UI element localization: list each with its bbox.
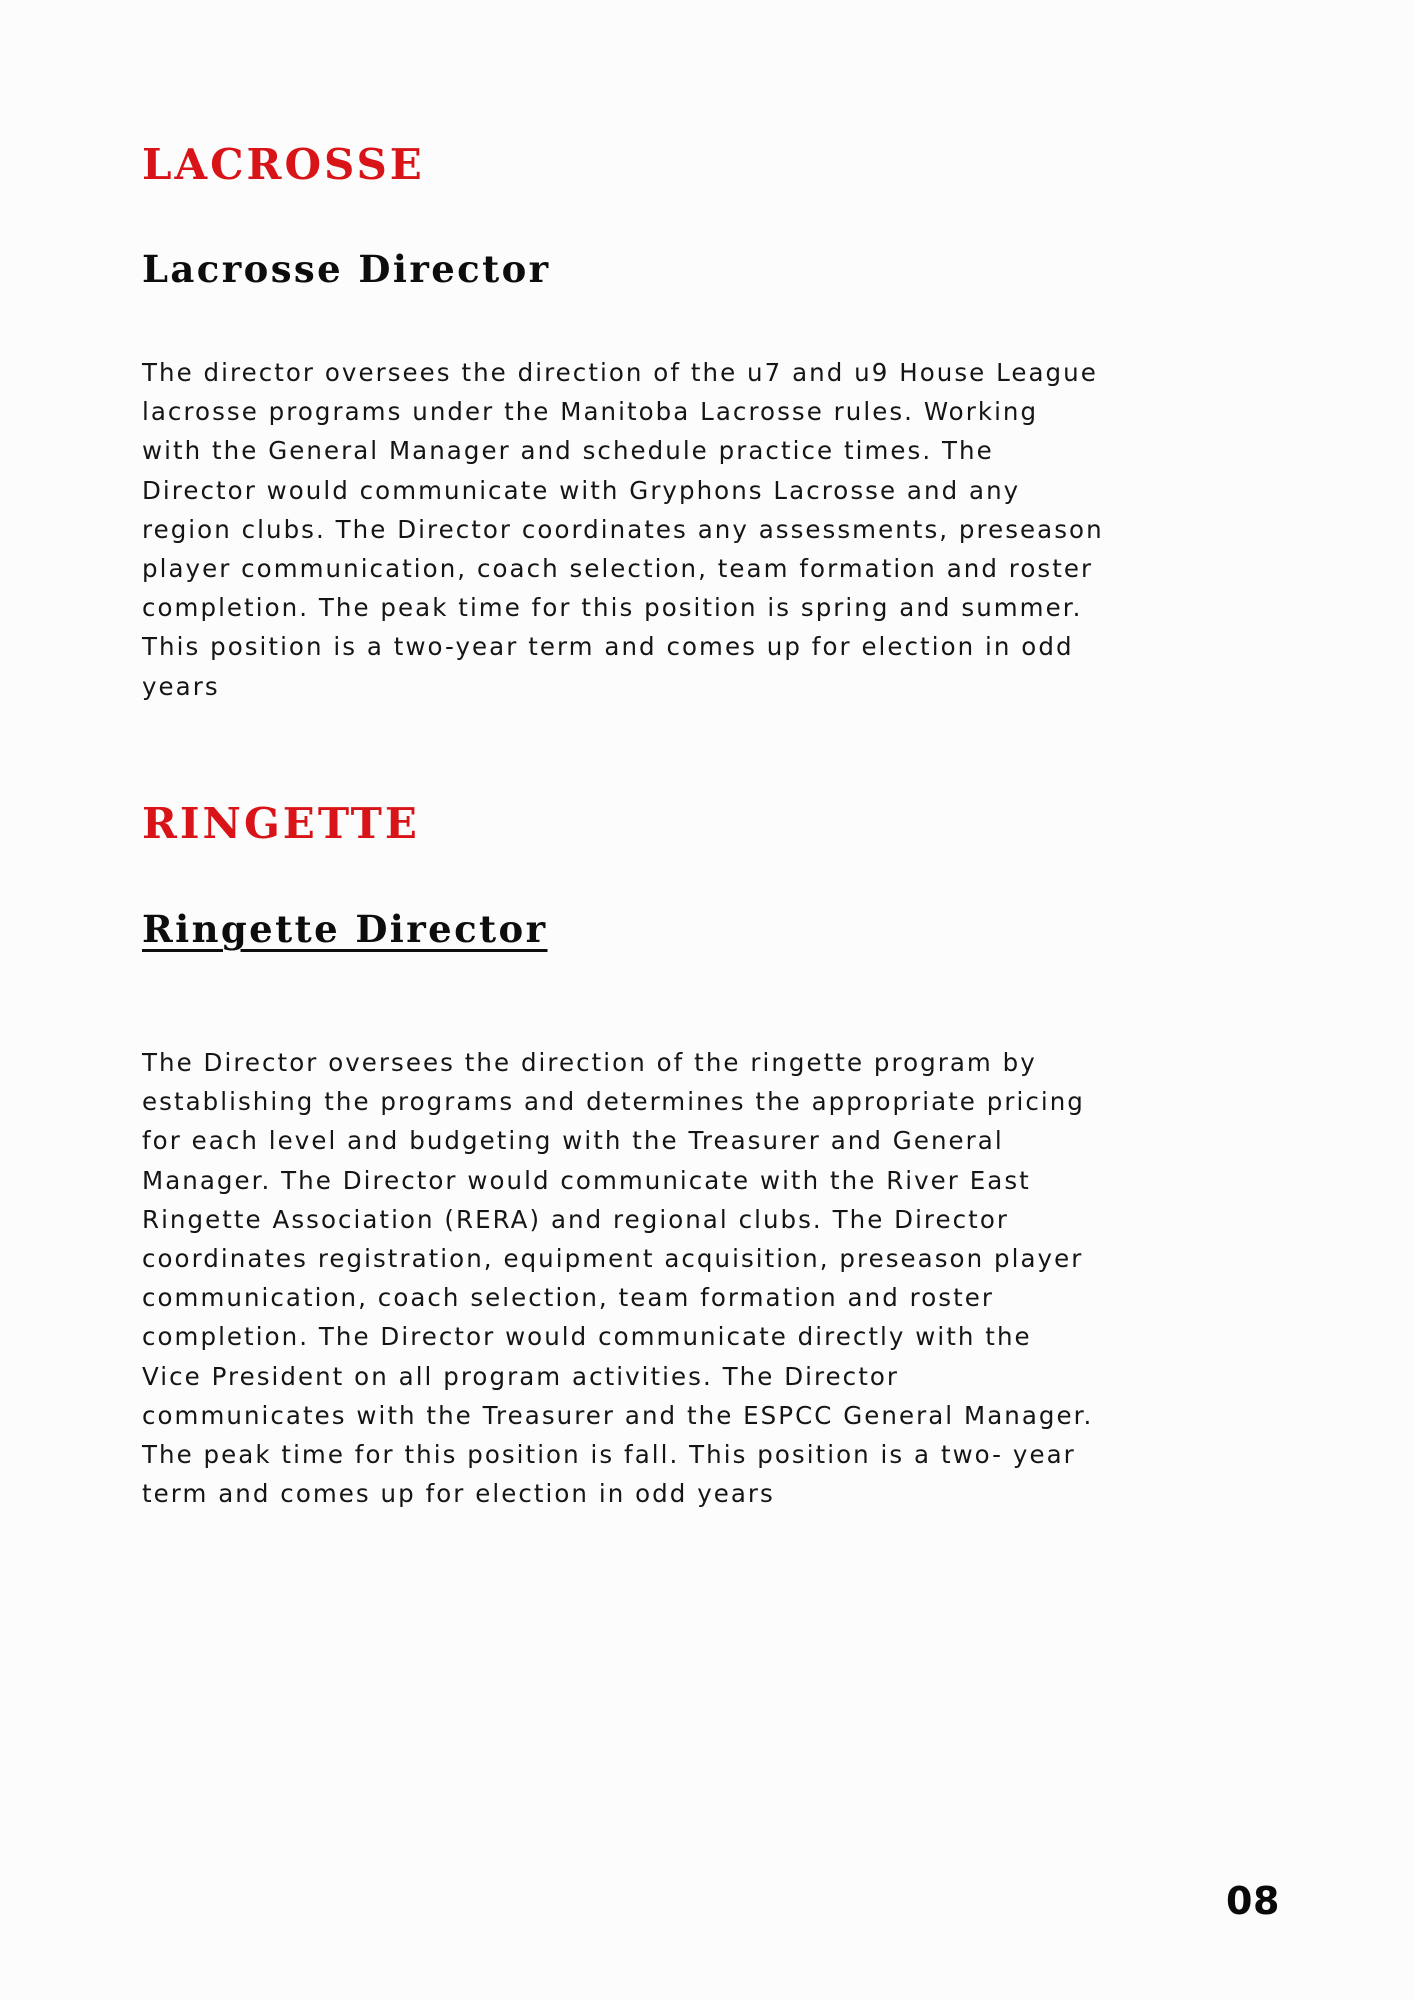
text-line: completion. The peak time for this position is spring and summer. xyxy=(142,593,1083,623)
text-line: communicates with the Treasurer and the ESPCC General Manager. xyxy=(142,1400,1094,1430)
text-line: for each level and budgeting with the Treasurer and General xyxy=(142,1126,1004,1156)
text-line: Vice President on all program activities. The Director xyxy=(142,1361,900,1391)
subtitle-lacrosse-director: Lacrosse Director xyxy=(142,247,551,291)
text-line: establishing the programs and determines the appropriate pricing xyxy=(142,1087,1085,1117)
ringette-director-description xyxy=(142,1043,1093,1513)
text-line: Manager. The Director would communicate with the River East xyxy=(142,1165,1031,1195)
text-line: player communication, coach selection, team formation and roster xyxy=(142,554,1094,584)
text-line: with the General Manager and schedule practice times. The xyxy=(142,436,994,466)
text-line: coordinates registration, equipment acquisition, preseason player xyxy=(142,1244,1084,1274)
section-title-ringette: RINGETTE xyxy=(142,799,420,848)
lacrosse-director-description xyxy=(142,353,1104,706)
subtitle-ringette-director: Ringette Director xyxy=(142,907,548,951)
text-line: Ringette Association (RERA) and regional clubs. The Director xyxy=(142,1204,1009,1234)
text-line: Director would communicate with Gryphons Lacrosse and any xyxy=(142,475,1021,505)
text-line: The director oversees the direction of the u7 and u9 House League xyxy=(142,358,1098,387)
text-line: This position is a two-year term and comes up for election in odd xyxy=(142,632,1074,662)
text-line: The peak time for this position is fall. This position is a two- year xyxy=(142,1440,1076,1470)
section-title-lacrosse: LACROSSE xyxy=(142,140,425,189)
text-line: region clubs. The Director coordinates any assessments, preseason xyxy=(142,514,1104,544)
text-line: term and comes up for election in odd years xyxy=(142,1479,775,1509)
page-number: 08 xyxy=(1226,1879,1280,1923)
text-line: The Director oversees the direction of the ringette program by xyxy=(142,1048,1037,1077)
text-line: completion. The Director would communicate directly with the xyxy=(142,1322,1032,1352)
text-line: years xyxy=(142,671,220,701)
text-line: lacrosse programs under the Manitoba Lacrosse rules. Working xyxy=(142,397,1039,427)
text-line: communication, coach selection, team formation and roster xyxy=(142,1283,994,1313)
